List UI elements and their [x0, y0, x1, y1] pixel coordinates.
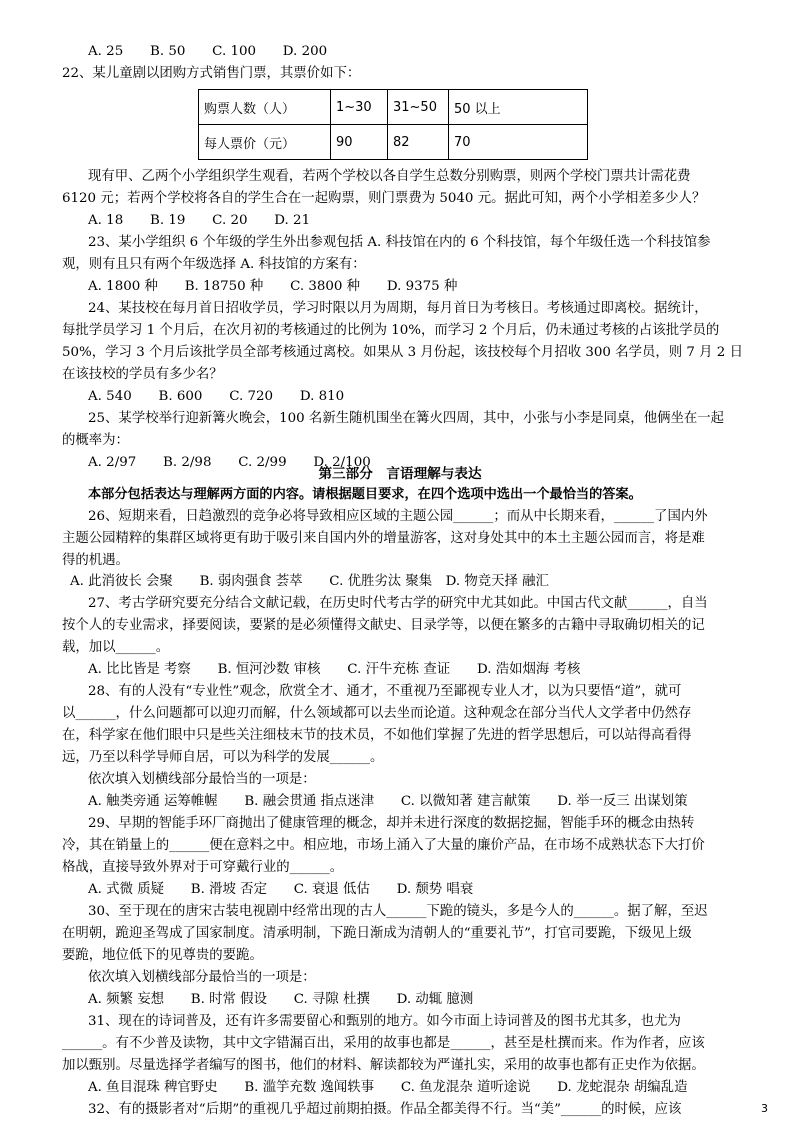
ticket-price-table [198, 89, 588, 160]
q24-stem: 24、某技校在每月首日招收学员，学习时限以月为周期，每月首日为考核日。考核通过即离校。据统计， [88, 301, 708, 316]
table-cell: 1~30 [331, 90, 388, 125]
page-number: 3 [761, 1102, 768, 1115]
section-instructions: 本部分包括表达与理解两方面的内容。请根据题目要求，在四个选项中选出一个最恰当的答案。 [88, 487, 642, 502]
table-cell: 70 [449, 125, 588, 160]
table-cell: 90 [331, 125, 388, 160]
q24-stem: 在该技校的学员有多少名？ [62, 367, 223, 382]
q31-stem: 加以甄别。尽量选择学者编写的图书，他们的材料、解读都较为严谨扎实，采用的故事也都有正史作为依据。 [62, 1058, 705, 1073]
q25-options: A. 2/97 B. 2/98 C. 2/99 D. 2/100 [88, 455, 371, 470]
q26-stem: 26、短期来看，日趋激烈的竞争必将导致相应区域的主题公园______；而从中长期来看，______了国内外 [88, 509, 708, 524]
q27-stem: 载，加以______。 [62, 640, 170, 655]
q26-stem: 得的机遇。 [62, 553, 129, 568]
q22-text: 6120 元；若两个学校将各自的学生合在一起购票，则门票费为 5040 元。据此可知，两个小学相差多少人？ [62, 191, 706, 206]
q22-stem: 22、某儿童剧以团购方式销售门票，其票价如下： [62, 66, 361, 81]
q30-prompt: 依次填入划横线部分最恰当的一项是： [88, 970, 316, 985]
q24-options: A. 540 B. 600 C. 720 D. 810 [88, 389, 345, 404]
table-cell: 31~50 [388, 90, 449, 125]
q28-stem: 28、有的人没有“专业性”观念，欣赏全才、通才，不重视乃至鄙视专业人才，以为只要悟“道”，就可 [88, 684, 682, 699]
section-title: 第三部分 言语理解与表达 [318, 466, 482, 482]
q29-stem: 冷，其在销量上的______便在意料之中。相应地，市场上涌入了大量的廉价产品，在市场不成熟状态下大打价 [62, 838, 705, 853]
q23-stem: 观，则有且只有两个年级选择 A. 科技馆的方案有： [62, 257, 366, 272]
q30-stem: 在明朝，跪迎圣驾成了国家制度。清承明制，下跪日渐成为清朝人的“重要礼节”，打官司要跪，下级见上级 [62, 926, 692, 941]
q27-stem: 27、考古学研究要充分结合文献记载，在历史时代考古学的研究中尤其如此。中国古代文献______，自当 [88, 596, 708, 611]
q28-stem: 以______，什么问题都可以迎刃而解，什么领域都可以去坐而论道。这种观念在部分当代人文学者中仍然存 [62, 706, 692, 721]
table-cell: 每人票价（元） [199, 125, 331, 160]
q31-stem: ______。有不少普及读物，其中文字错漏百出，采用的故事也都是______，甚至是杜撰而来。作为作者，应该 [62, 1036, 705, 1051]
q22-options: A. 18 B. 19 C. 20 D. 21 [88, 213, 311, 228]
q26-stem: 主题公园精粹的集群区域将更有助于吸引来自国内外的增量游客，这对身处其中的本土主题公园而言，将是难 [62, 531, 705, 546]
q29-options: A. 式微 质疑 B. 滑坡 否定 C. 衰退 低估 D. 颓势 唱衰 [88, 882, 474, 897]
q28-stem: 远，乃至以科学导师自居，可以为科学的发展______。 [62, 750, 384, 765]
q28-options: A. 触类旁通 运筹帷幄 B. 融会贯通 指点迷津 C. 以微知著 建言献策 D. 举一反三 出谋划策 [88, 794, 688, 809]
q31-stem: 31、现在的诗词普及，还有许多需要留心和甄别的地方。如今市面上诗词普及的图书尤其多，也尤为 [88, 1014, 681, 1029]
q21-options: A. 25 B. 50 C. 100 D. 200 [88, 44, 328, 59]
q30-options: A. 频繁 妄想 B. 时常 假设 C. 寻隙 杜撰 D. 动辄 臆测 [88, 992, 474, 1007]
q28-stem: 在，科学家在他们眼中只是些关注细枝末节的技术员，不如他们掌握了先进的哲学思想后，可以站得高看得 [62, 728, 692, 743]
table-cell: 50 以上 [449, 90, 588, 125]
q30-stem: 30、至于现在的唐宋古装电视剧中经常出现的古人______下跪的镜头，多是今人的______。据了解，至迟 [88, 904, 708, 919]
q23-stem: 23、某小学组织 6 个年级的学生外出参观包括 A. 科技馆在内的 6 个科技馆，每个年级任选一个科技馆参 [88, 235, 711, 250]
q25-stem: 的概率为： [62, 433, 129, 448]
q24-stem: 50%，学习 3 个月后该批学员全部考核通过离校。如果从 3 月份起，该技校每个月招收 300 名学员，则 7 月 2 日 [62, 345, 743, 360]
q22-text: 现有甲、乙两个小学组织学生观看，若两个学校以各自学生总数分别购票，则两个学校门票共计需花费 [88, 169, 691, 184]
q28-prompt: 依次填入划横线部分最恰当的一项是： [88, 772, 316, 787]
table-cell: 82 [388, 125, 449, 160]
q31-options: A. 鱼目混珠 稗官野史 B. 滥竽充数 逸闻轶事 C. 鱼龙混杂 道听途说 D. 龙蛇混杂 胡编乱造 [88, 1080, 688, 1095]
table-row [199, 125, 588, 160]
q29-stem: 格战，直接导致外界对于可穿戴行业的______。 [62, 860, 344, 875]
table-cell: 购票人数（人） [199, 90, 331, 125]
q29-stem: 29、早期的智能手环厂商抛出了健康管理的概念，却并未进行深度的数据挖掘，智能手环的概念由热转 [88, 816, 695, 831]
q27-options: A. 比比皆是 考察 B. 恒河沙数 审核 C. 汗牛充栋 查证 D. 浩如烟海 考核 [88, 662, 581, 677]
table-row [199, 90, 588, 125]
q24-stem: 每批学员学习 1 个月后，在次月初的考核通过的比例为 10%，而学习 2 个月后，仍未通过考核的占该批学员的 [62, 323, 720, 338]
q26-options: A. 此消彼长 会聚 B. 弱肉强食 荟萃 C. 优胜劣汰 聚集 D. 物竞天择 融汇 [70, 574, 549, 589]
q25-stem: 25、某学校举行迎新篝火晚会，100 名新生随机围坐在篝火四周，其中，小张与小李是同桌，他俩坐在一起 [88, 411, 725, 426]
q32-stem: 32、有的摄影者对“后期”的重视几乎超过前期拍摄。作品全都美得不行。当“美”______的时候，应该 [88, 1102, 682, 1117]
q30-stem: 要跪，地位低下的见尊贵的要跪。 [62, 948, 263, 963]
q27-stem: 按个人的专业需求，择要阅读，要紧的是必须懂得文献史、目录学等，以便在繁多的古籍中寻取确切相关的记 [62, 618, 705, 633]
q23-options: A. 1800 种 B. 18750 种 C. 3800 种 D. 9375 种 [88, 279, 458, 294]
